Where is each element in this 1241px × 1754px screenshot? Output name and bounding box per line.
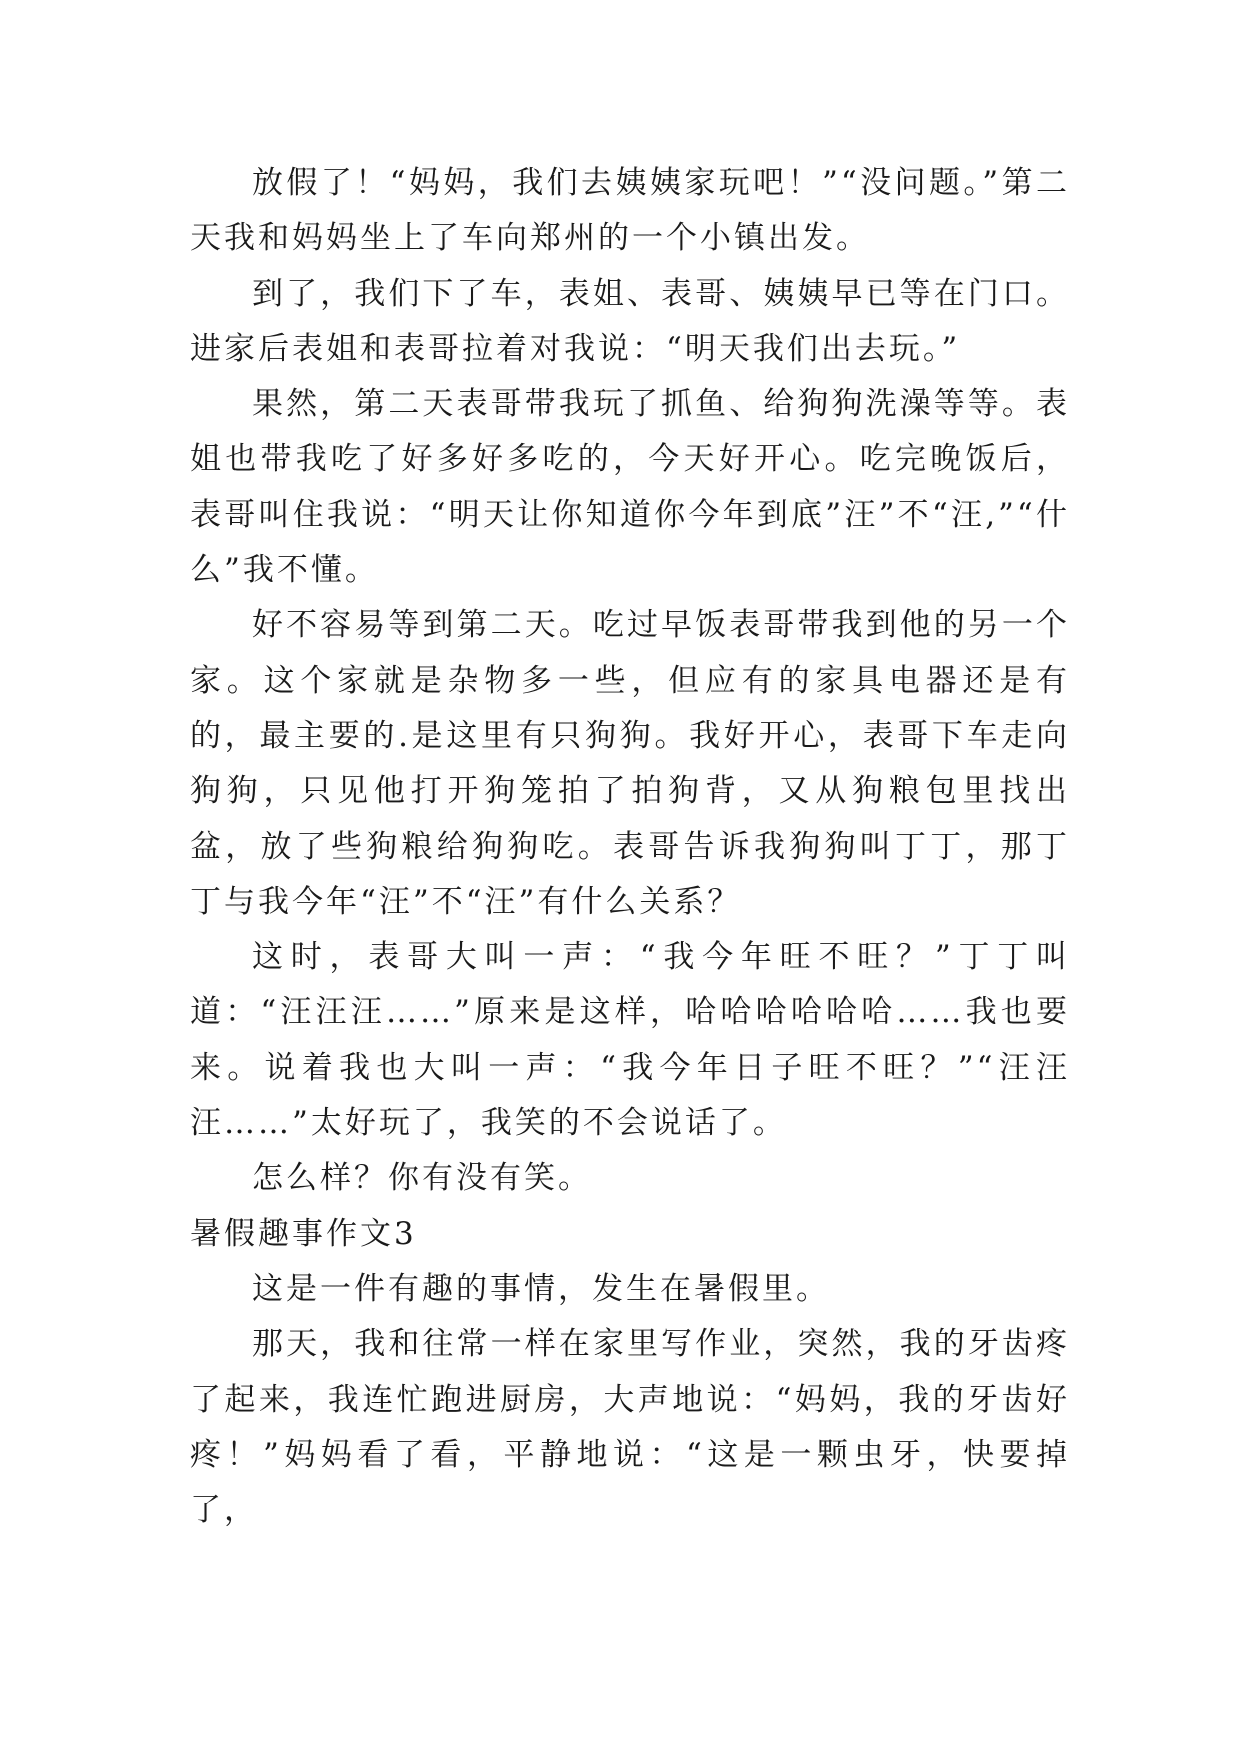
paragraph-2: 到了，我们下了车，表姐、表哥、姨姨早已等在门口。进家后表姐和表哥拉着对我说：“明天我们出去玩。” [190, 275, 1070, 367]
section-heading: 暑假趣事作文3 [190, 1215, 417, 1252]
document-body [190, 156, 1070, 1538]
paragraph-8: 那天，我和往常一样在家里写作业，突然，我的牙齿疼了起来，我连忙跑进厨房，大声地说：“妈妈，我的牙齿好疼！”妈妈看了看，平静地说：“这是一颗虫牙，快要掉了， [190, 1326, 1070, 1529]
paragraph-1: 放假了！“妈妈，我们去姨姨家玩吧！”“没问题。”第二天我和妈妈坐上了车向郑州的一个小镇出发。 [190, 165, 1070, 257]
paragraph-4: 好不容易等到第二天。吃过早饭表哥带我到他的另一个家。这个家就是杂物多一些，但应有的家具电器还是有的，最主要的.是这里有只狗狗。我好开心，表哥下车走向狗狗，只见他打开狗笼拍了拍狗背，又从狗粮包里找出盆，放了些狗粮给狗狗吃。表哥告诉我狗狗叫丁丁，那丁丁与我今年“汪”不“汪”有什么关系？ [190, 607, 1070, 920]
paragraph-3: 果然，第二天表哥带我玩了抓鱼、给狗狗洗澡等等。表姐也带我吃了好多好多吃的，今天好开心。吃完晚饭后，表哥叫住我说：“明天让你知道你今年到底”汪”不“汪,”“什么”我不懂。 [190, 386, 1070, 589]
paragraph-5: 这时，表哥大叫一声：“我今年旺不旺？”丁丁叫道：“汪汪汪……”原来是这样，哈哈哈哈哈哈……我也要来。说着我也大叫一声：“我今年日子旺不旺？”“汪汪汪……”太好玩了，我笑的不会说话了。 [190, 939, 1070, 1142]
paragraph-6: 怎么样？你有没有笑。 [252, 1160, 592, 1197]
paragraph-7: 这是一件有趣的事情，发生在暑假里。 [252, 1270, 830, 1307]
